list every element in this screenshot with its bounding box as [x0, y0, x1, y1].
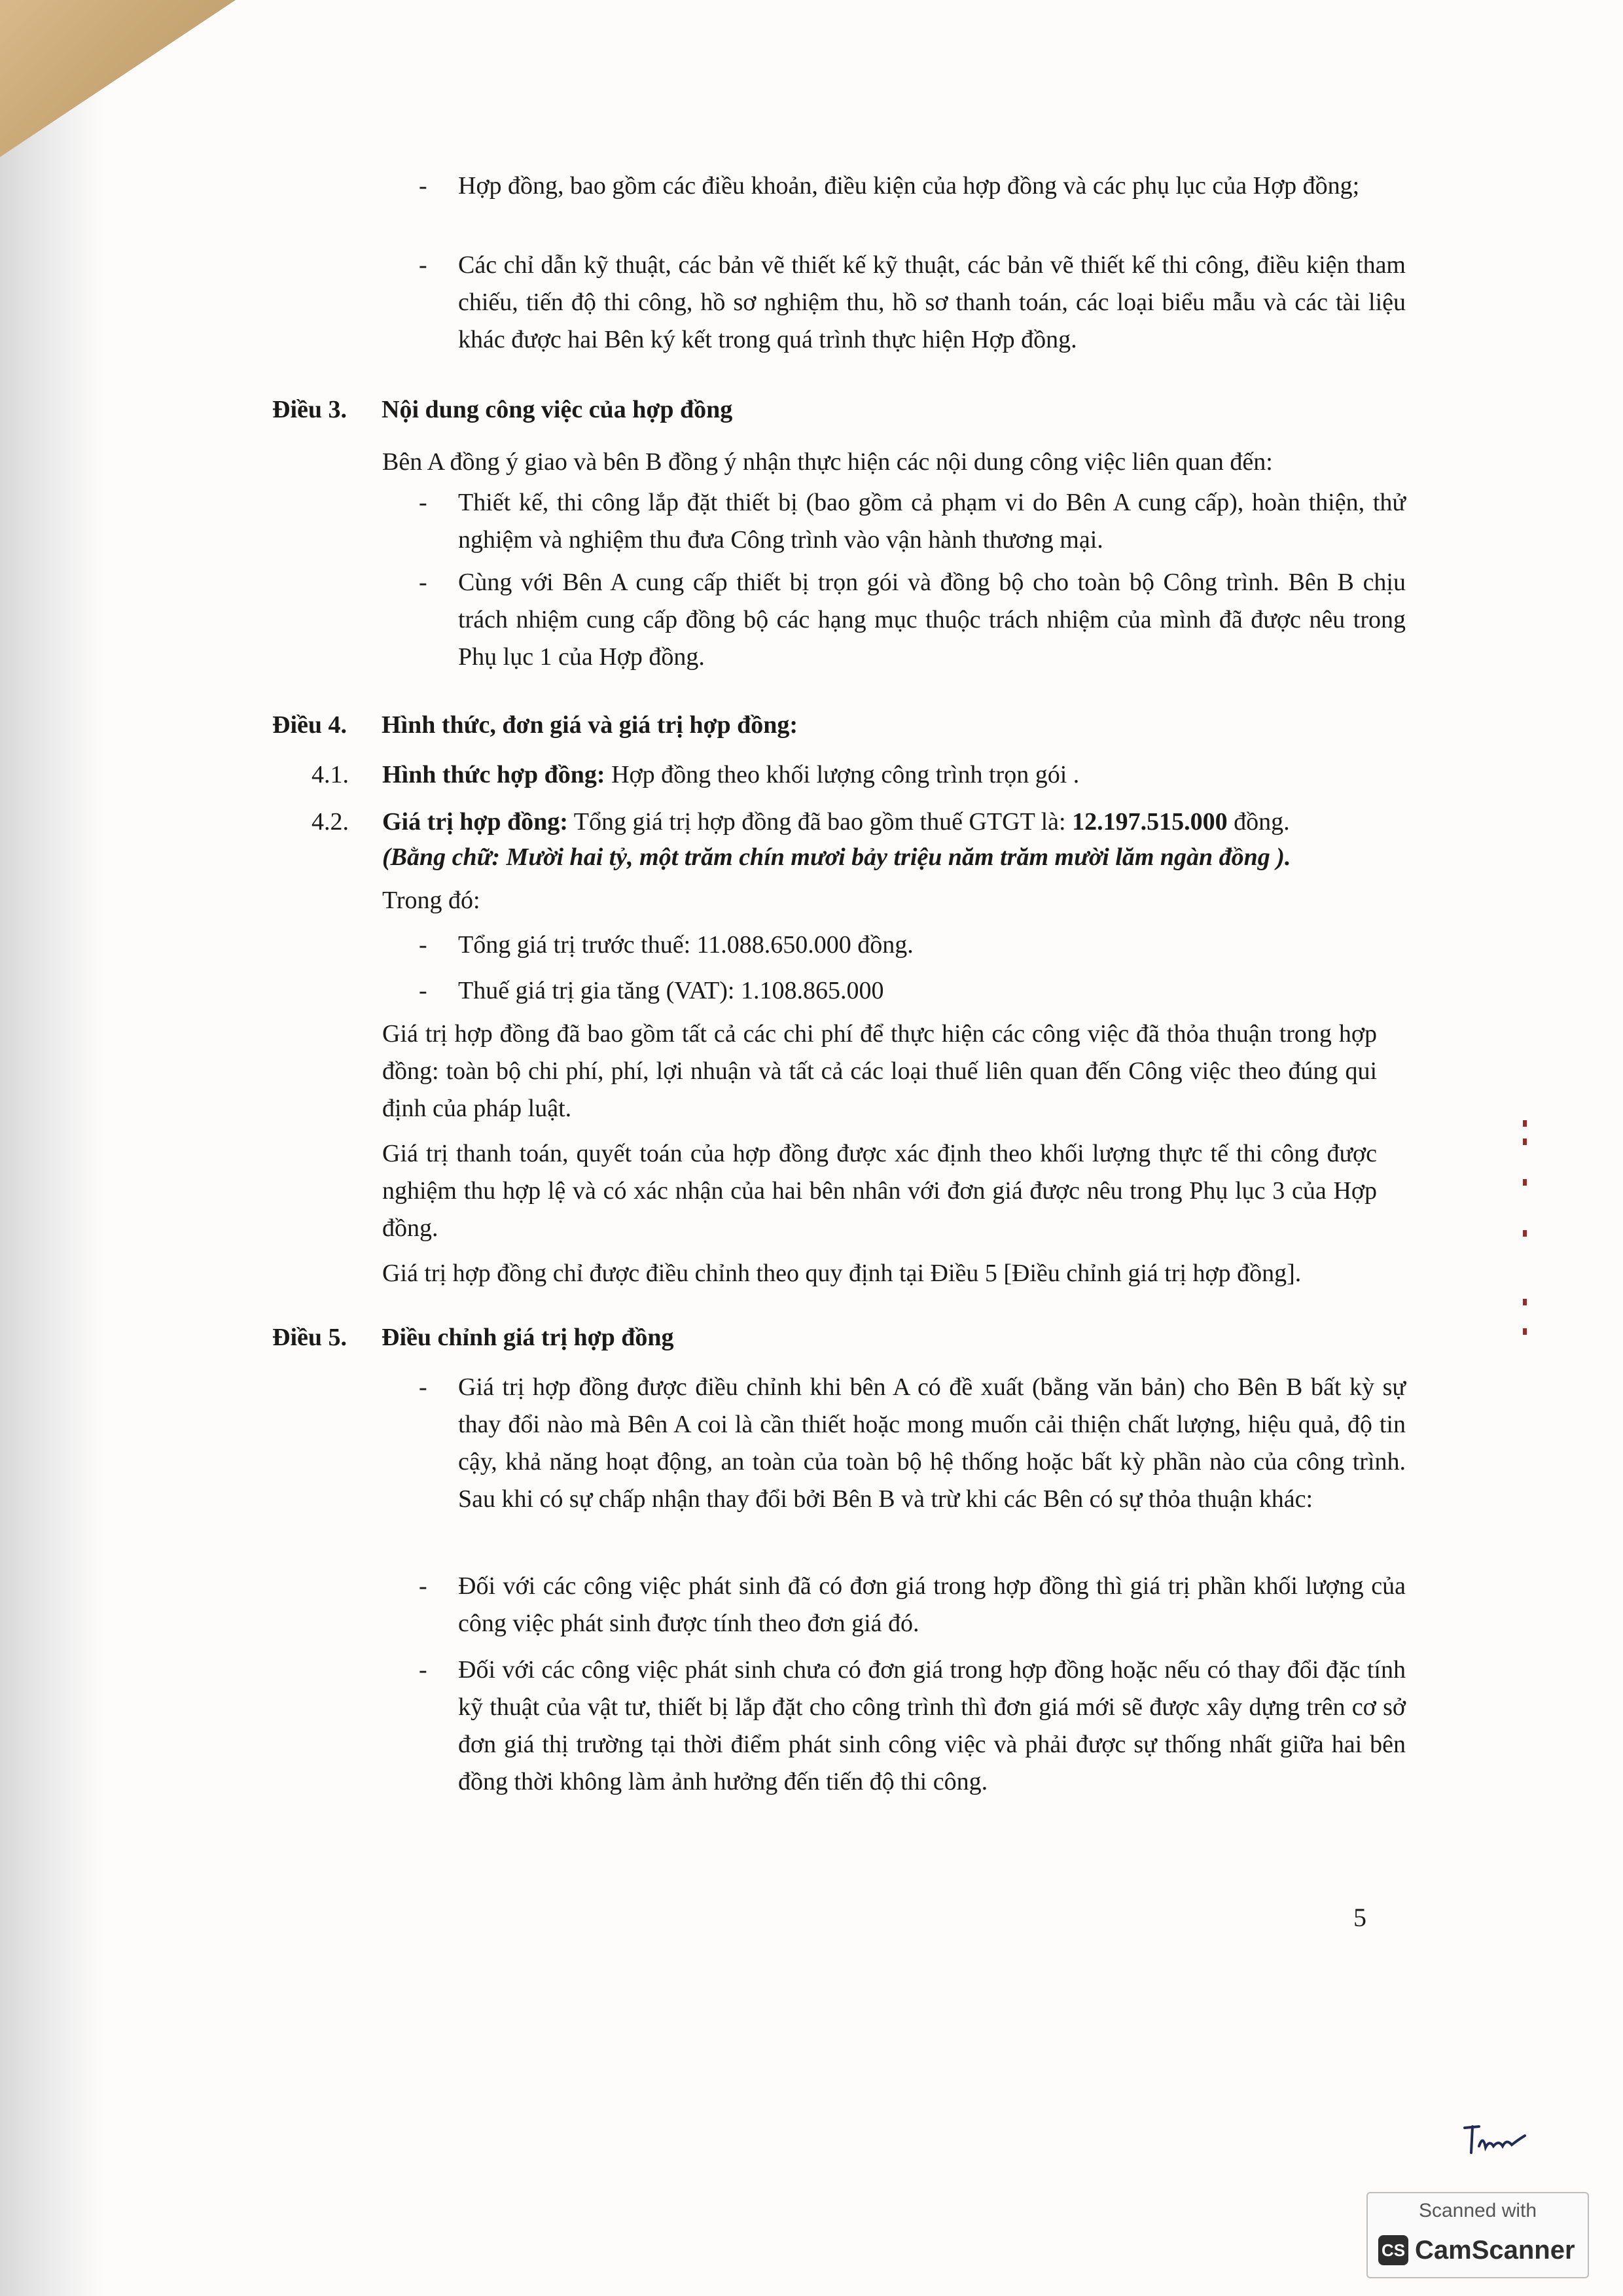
list-item: [419, 972, 1374, 1010]
article-number: Điều 4.: [272, 711, 347, 739]
bullet-dash: -: [419, 251, 427, 279]
bullet-dash: -: [419, 569, 427, 596]
bullet-dash: -: [419, 1572, 427, 1600]
section-number: 4.2.: [312, 808, 349, 836]
bullet-dash: -: [419, 1656, 427, 1684]
scan-mark: [1523, 1328, 1527, 1335]
scan-mark: [1523, 1139, 1527, 1145]
watermark-brand: CamScanner: [1415, 2236, 1575, 2265]
scan-mark: [1523, 1179, 1527, 1186]
scan-mark: [1523, 1299, 1527, 1305]
article-3-heading: [272, 391, 1385, 429]
amount-in-words: (Bằng chữ: Mười hai tỷ, một trăm chín mươi bảy triệu năm trăm mười lăm ngàn đồng ).: [382, 843, 1291, 871]
camscanner-logo-icon: CS: [1378, 2235, 1408, 2265]
article-title: Điều chỉnh giá trị hợp đồng: [382, 1324, 674, 1351]
list-item: [419, 564, 1406, 676]
list-item-text: Tổng giá trị trước thuế: 11.088.650.000 đồng.: [458, 931, 914, 959]
section-4-2: [312, 804, 1385, 841]
list-item-text: Cùng với Bên A cung cấp thiết bị trọn gói và đồng bộ cho toàn bộ Công trình. Bên B chịu trách nhiệm cung cấp đồng bộ các hạng mục thuộc trách nhiệm của mình đã được nêu trong Phụ lục 1 của Hợp đồng.: [458, 569, 1406, 671]
paragraph: Giá trị hợp đồng đã bao gồm tất cả các chi phí để thực hiện các công việc đã thỏa thuận trong hợp đồng: toàn bộ chi phí, phí, lợi nhuận và tất cả các loại thuế liên quan đến Công việc theo đúng qui định của pháp luật.: [382, 1020, 1377, 1122]
list-item: [419, 1651, 1406, 1801]
section-number: 4.1.: [312, 761, 349, 788]
section-text: Hình thức hợp đồng: Hợp đồng theo khối lượng công trình trọn gói .: [382, 761, 1080, 788]
list-item: [419, 1369, 1406, 1555]
article-title: Nội dung công việc của hợp đồng: [382, 396, 733, 423]
page-number: 5: [1353, 1903, 1366, 1932]
list-item-text: Giá trị hợp đồng được điều chỉnh khi bên A có đề xuất (bằng văn bản) cho Bên B bất kỳ sự thay đổi nào mà Bên A coi là cần thiết hoặc mong muốn cải thiện chất lượng, hiệu quả, độ tin cậy, khả năng hoạt động, an toàn của toàn bộ hệ thống hoặc bất kỳ phần nào của công trình. Sau khi có sự chấp nhận thay đổi bởi Bên B và trừ khi các Bên có sự thỏa thuận khác:: [458, 1373, 1406, 1513]
article-3-intro: Bên A đồng ý giao và bên B đồng ý nhận thực hiện các nội dung công việc liên quan đến:: [382, 448, 1273, 476]
paragraph: Giá trị thanh toán, quyết toán của hợp đồng được xác định theo khối lượng thực tế thi công được nghiệm thu hợp lệ và có xác nhận của hai bên nhân với đơn giá được nêu trong Phụ lục 3 của Hợp đồng.: [382, 1140, 1377, 1242]
article-title: Hình thức, đơn giá và giá trị hợp đồng:: [382, 711, 798, 739]
section-label: Giá trị hợp đồng:: [382, 808, 568, 836]
section-text: Giá trị hợp đồng: Tổng giá trị hợp đồng đã bao gồm thuế GTGT là: 12.197.515.000 đồng.: [382, 808, 1290, 836]
scan-mark: [1523, 1230, 1527, 1237]
article-number: Điều 5.: [272, 1324, 347, 1351]
list-item: [419, 168, 1374, 242]
scan-mark: [1523, 1120, 1527, 1127]
article-number: Điều 3.: [272, 396, 347, 423]
section-4-1: [312, 756, 1385, 794]
camscanner-watermark: [1366, 2192, 1589, 2278]
bullet-dash: -: [419, 931, 427, 959]
trong-do-label: Trong đó:: [382, 887, 480, 914]
article-5-heading: [272, 1319, 1385, 1356]
list-item-text: Hợp đồng, bao gồm các điều khoản, điều kiện của hợp đồng và các phụ lục của Hợp đồng;: [458, 172, 1360, 200]
contract-amount: 12.197.515.000: [1072, 808, 1228, 836]
list-item: [419, 484, 1406, 559]
list-item-text: Các chỉ dẫn kỹ thuật, các bản vẽ thiết kế kỹ thuật, các bản vẽ thiết kế thi công, điều kiện tham chiếu, tiến độ thi công, hồ sơ nghiệm thu, hồ sơ thanh toán, các loại biểu mẫu và các tài liệu khác được hai Bên ký kết trong quá trình thực hiện Hợp đồng.: [458, 251, 1406, 353]
paragraph: Giá trị hợp đồng chỉ được điều chỉnh theo quy định tại Điều 5 [Điều chỉnh giá trị hợp đồng].: [382, 1260, 1302, 1287]
bullet-dash: -: [419, 1373, 427, 1401]
list-item: [419, 247, 1406, 359]
bullet-dash: -: [419, 489, 427, 516]
list-item-text: Đối với các công việc phát sinh chưa có đơn giá trong hợp đồng hoặc nếu có thay đổi đặc tính kỹ thuật của vật tư, thiết bị lắp đặt cho công trình thì đơn giá mới sẽ được xây dựng trên cơ sở đơn giá thị trường tại thời điểm phát sinh công việc và phải được sự thống nhất giữa hai bên đồng thời không làm ảnh hưởng đến tiến độ thi công.: [458, 1656, 1406, 1795]
list-item: [419, 1568, 1406, 1642]
handwritten-signature: [1459, 2120, 1531, 2159]
list-item: [419, 927, 1374, 964]
bullet-dash: -: [419, 172, 427, 200]
list-item-text: Đối với các công việc phát sinh đã có đơn giá trong hợp đồng thì giá trị phần khối lượng của công việc phát sinh được tính theo đơn giá đó.: [458, 1572, 1406, 1637]
list-item-text: Thiết kế, thi công lắp đặt thiết bị (bao gồm cả phạm vi do Bên A cung cấp), hoàn thiện, thử nghiệm và nghiệm thu đưa Công trình vào vận hành thương mại.: [458, 489, 1406, 554]
article-4-heading: [272, 707, 1385, 744]
list-item-text: Thuế giá trị gia tăng (VAT): 1.108.865.000: [458, 977, 884, 1004]
bullet-dash: -: [419, 977, 427, 1004]
watermark-line: Scanned with: [1418, 2200, 1537, 2221]
section-label: Hình thức hợp đồng:: [382, 761, 605, 788]
